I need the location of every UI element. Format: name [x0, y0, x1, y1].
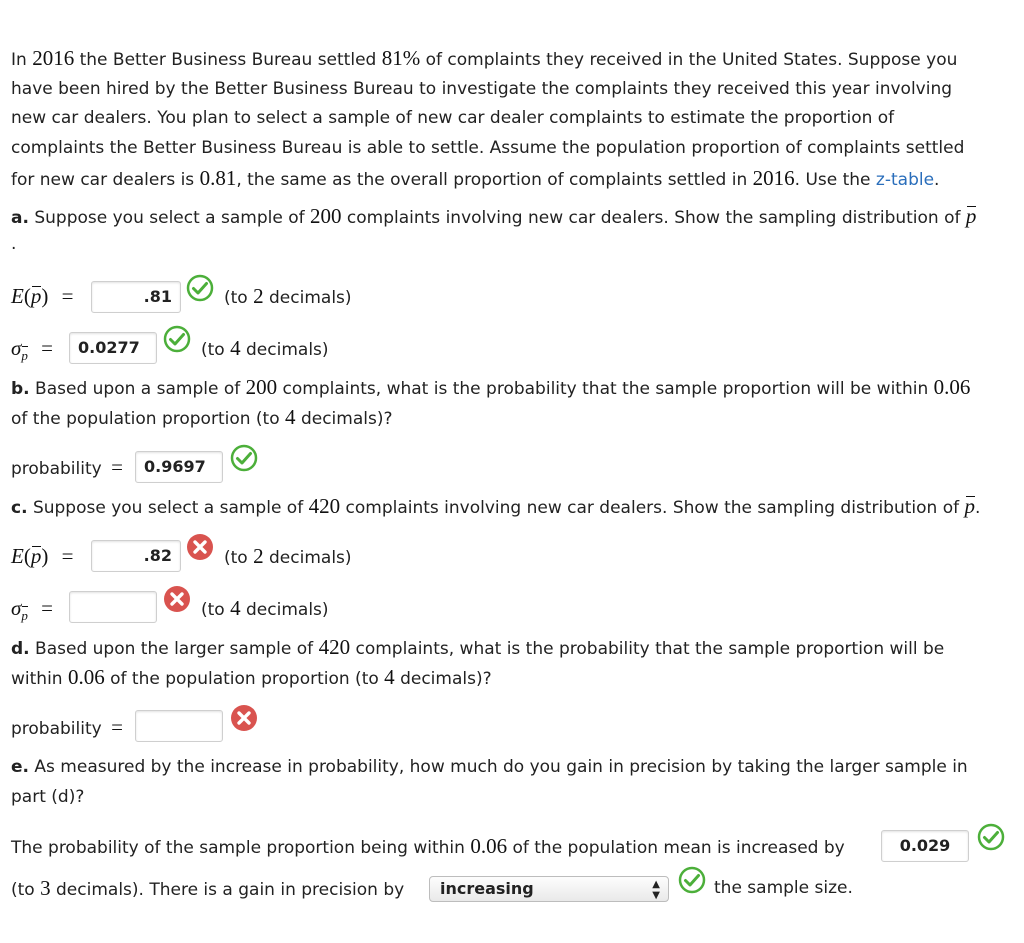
- intro-line-2: have been hired by the Better Business Bureau to investigate the complaints they received this year involving: [11, 79, 953, 99]
- part-a-dot: .: [11, 234, 17, 254]
- part-e-sentence-2: (to 3 decimals). There is a gain in precision by: [11, 876, 405, 900]
- intro-line-3: new car dealers. You plan to select a sample of new car dealer complaints to estimate the proportion of: [11, 108, 895, 128]
- z-table-link[interactable]: z-table: [875, 170, 935, 190]
- part-a-stderr-label: $\sigma_p$ =: [11, 336, 53, 368]
- incorrect-x-icon: [163, 585, 191, 613]
- correct-check-icon: [678, 866, 706, 894]
- part-c-stderr-input[interactable]: [69, 591, 157, 623]
- part-e-sentence-1: The probability of the sample proportion being within 0.06 of the population mean is increased by: [11, 834, 845, 858]
- correct-check-icon: [163, 325, 191, 353]
- part-e-increase-input[interactable]: 0.029: [881, 830, 969, 862]
- part-c-expected-input[interactable]: .82: [91, 540, 181, 572]
- correct-check-icon: [977, 823, 1005, 851]
- population-proportion: 0.81: [199, 166, 237, 190]
- precision-direction-select[interactable]: [429, 876, 669, 902]
- part-a-expected-hint: (to 2 decimals): [224, 284, 352, 308]
- part-b-question-1: b. Based upon a sample of 200 complaints, what is the probability that the sample proportion will be within 0.06: [11, 375, 971, 399]
- part-a-question: a. Suppose you select a sample of 200 complaints involving new car dealers. Show the sampling distribution of p: [11, 204, 977, 228]
- part-b-probability-input[interactable]: 0.9697: [135, 451, 223, 483]
- correct-check-icon: [230, 444, 258, 472]
- intro-year: 2016: [32, 46, 75, 70]
- part-a-expected-label: E(p) =: [11, 284, 74, 308]
- correct-check-icon: [186, 274, 214, 302]
- intro-line-4: complaints the Better Business Bureau is able to settle. Assume the population proportion of complaints settled: [11, 138, 965, 158]
- part-b-question-2: of the population proportion (to 4 decimals)?: [11, 405, 393, 429]
- part-c-question: c. Suppose you select a sample of 420 complaints involving new car dealers. Show the sampling distribution of p.: [11, 494, 981, 518]
- incorrect-x-icon: [186, 533, 214, 561]
- part-a-stderr-hint: (to 4 decimals): [201, 336, 329, 360]
- part-e-sentence-end: the sample size.: [714, 878, 853, 898]
- part-a-stderr-input[interactable]: 0.0277: [69, 332, 157, 364]
- part-d-probability-label: probability =: [11, 715, 123, 739]
- part-a-expected-input[interactable]: .81: [91, 281, 181, 313]
- part-d-question-2: within 0.06 of the population proportion (to 4 decimals)?: [11, 665, 492, 689]
- part-d-probability-input[interactable]: [135, 710, 223, 742]
- part-c-expected-label: E(p) =: [11, 544, 74, 568]
- part-c-stderr-hint: (to 4 decimals): [201, 596, 329, 620]
- intro-percent: 81%: [381, 46, 421, 70]
- part-e-question-1: e. As measured by the increase in probability, how much do you gain in precision by taking the larger sample in: [11, 757, 968, 777]
- part-b-probability-label: probability =: [11, 455, 123, 479]
- intro-line-1: In 2016 the Better Business Bureau settled 81% of complaints they received in the United States. Suppose you: [11, 46, 958, 70]
- incorrect-x-icon: [230, 704, 258, 732]
- part-e-question-2: part (d)?: [11, 787, 85, 807]
- intro-line-5: for new car dealers is 0.81, the same as the overall proportion of complaints settled in 2016. Use the z-table.: [11, 166, 940, 190]
- select-arrows-icon: ▲ ▼: [652, 879, 660, 901]
- part-c-expected-hint: (to 2 decimals): [224, 544, 352, 568]
- part-c-stderr-label: $\sigma_p$ =: [11, 596, 53, 628]
- part-d-question-1: d. Based upon the larger sample of 420 complaints, what is the probability that the sample proportion will be: [11, 635, 945, 659]
- select-value: increasing: [440, 879, 534, 898]
